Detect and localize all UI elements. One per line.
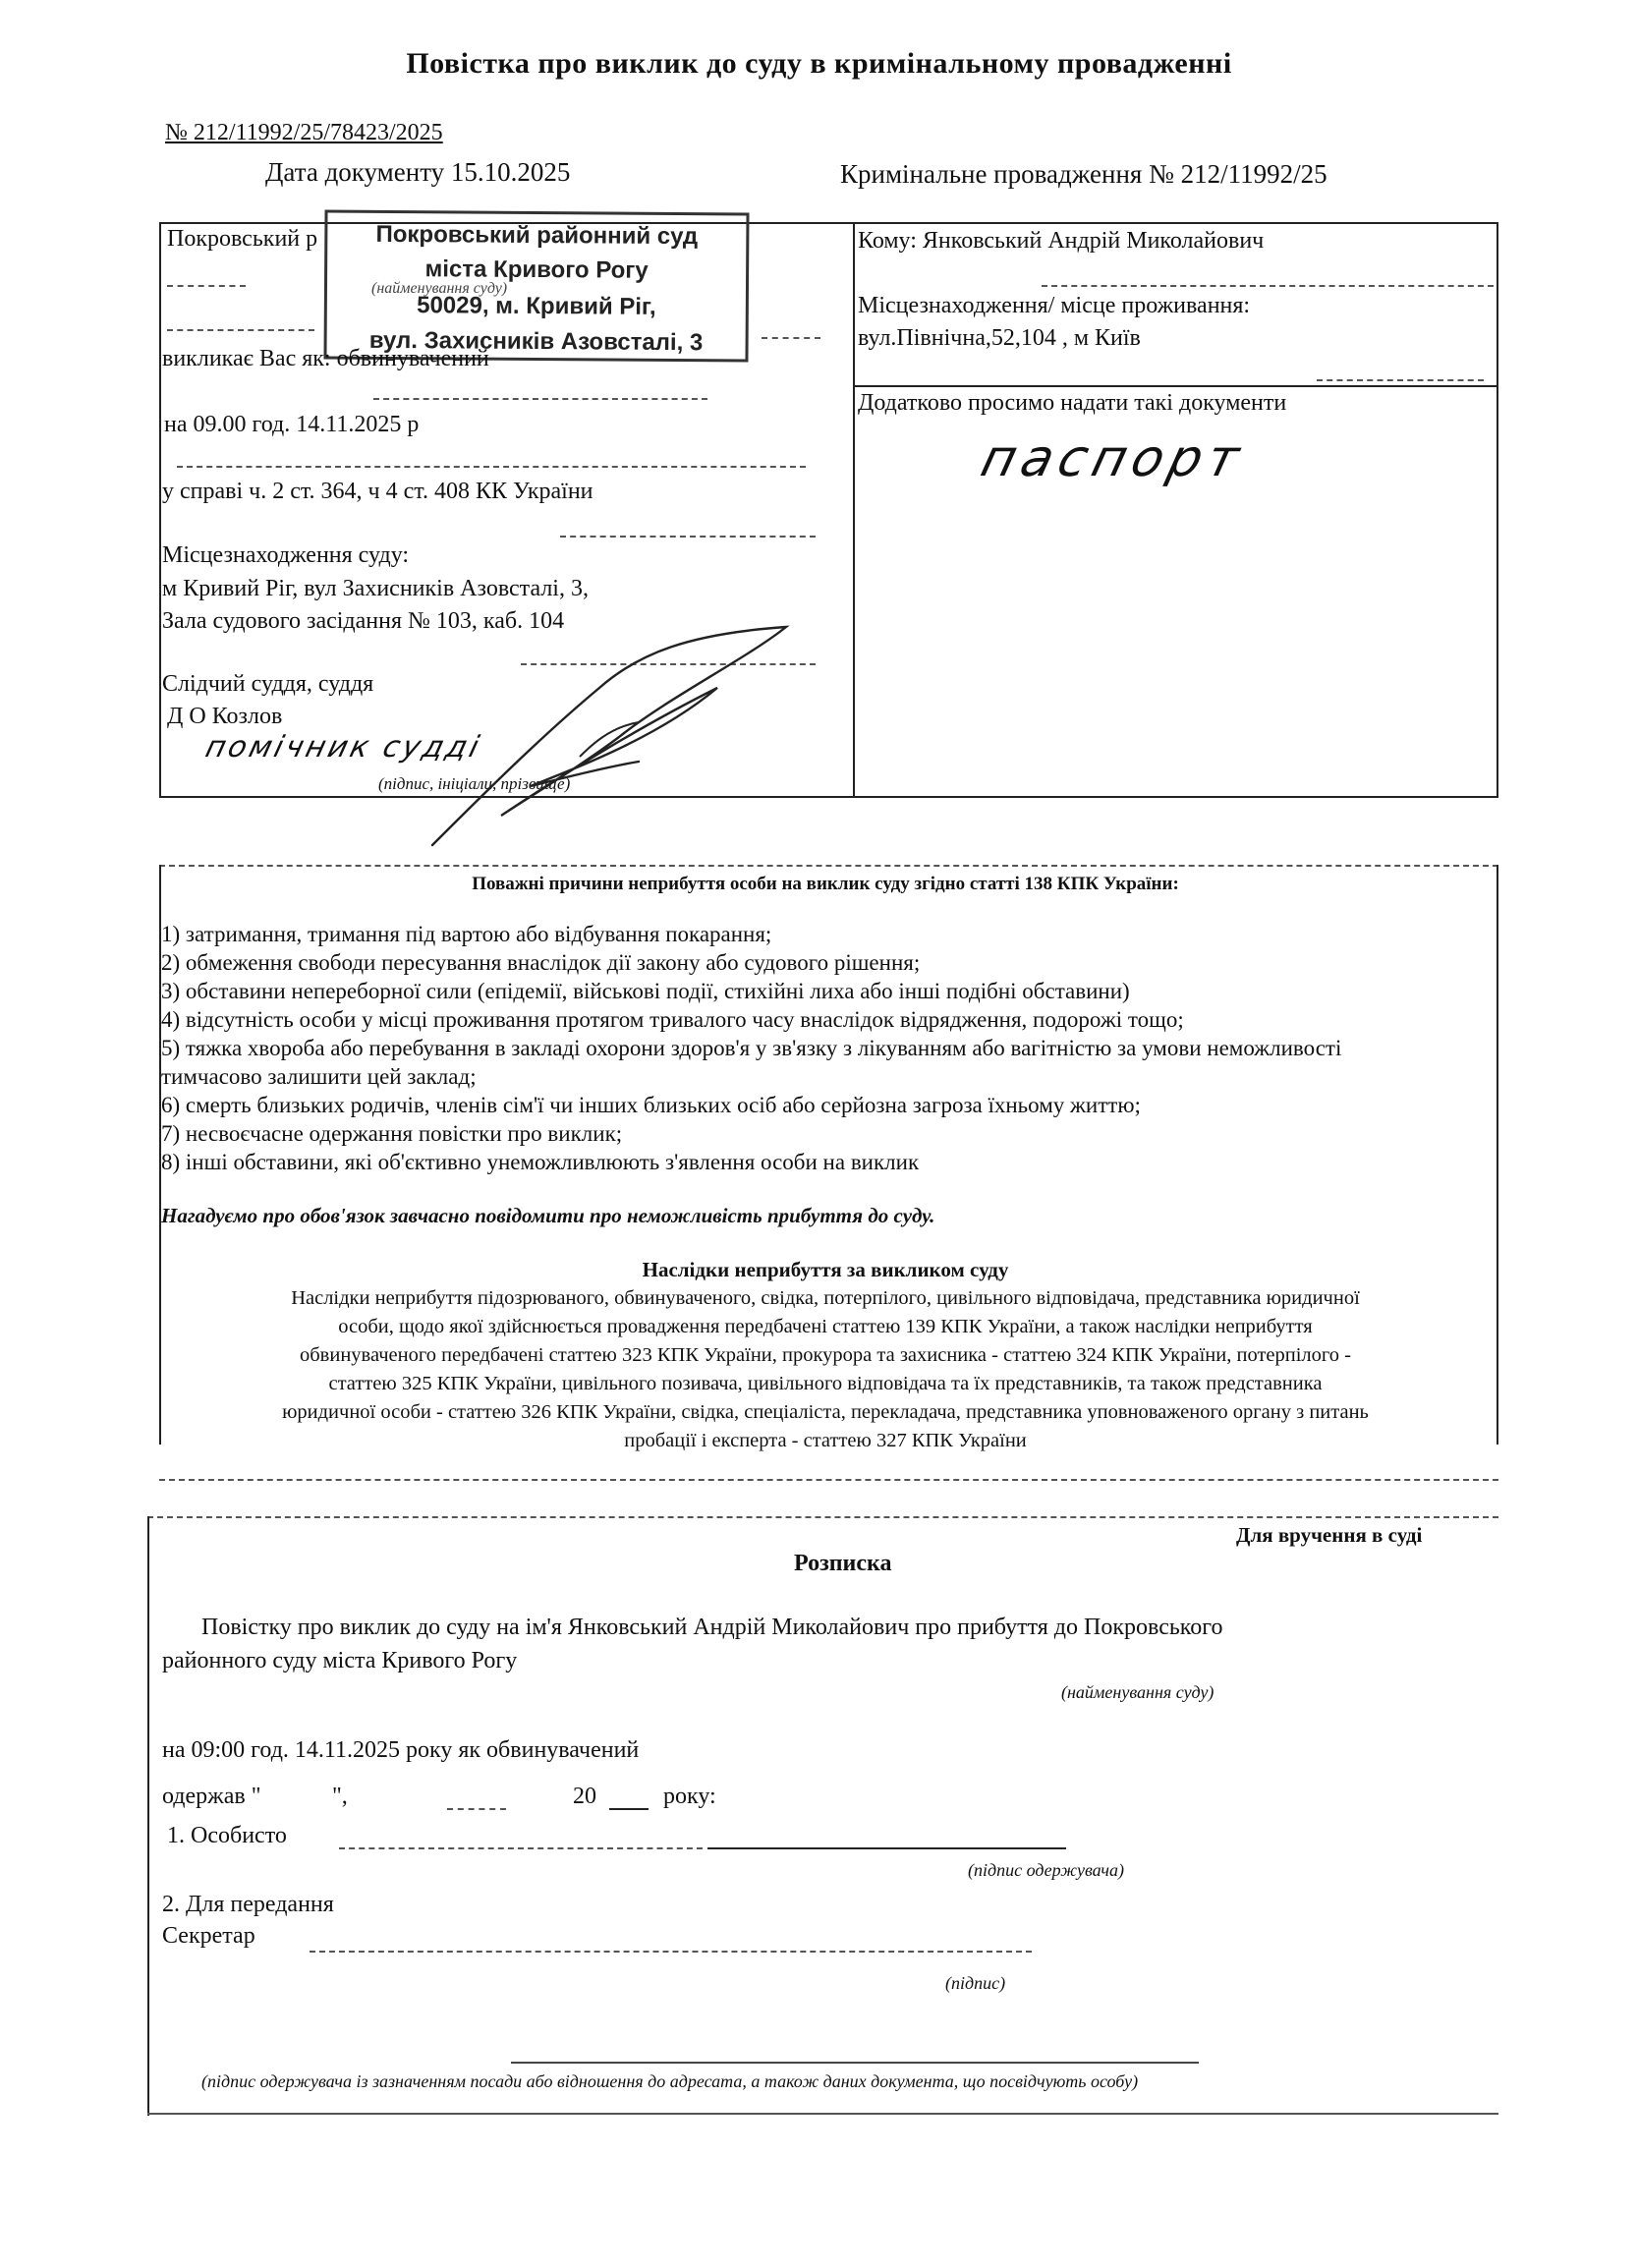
received-quote: ", [332, 1784, 348, 1809]
year-field [609, 1808, 649, 1810]
signature-field [707, 1847, 1066, 1849]
receipt-line-2: районного суду міста Кривого Рогу [162, 1648, 518, 1673]
receipt-bottom-border [147, 2113, 1498, 2115]
blank-line [1317, 379, 1484, 381]
reason-item: 5) тяжка хвороба або перебування в закладі охорони здоров'я у зв'язку з лікуванням або вагітністю за умови неможливості [161, 1036, 1342, 1060]
consequences-line: статтею 325 КПК України, цивільного позивача, цивільного відповідача та їх представників, та також представника [328, 1373, 1323, 1394]
court-name-caption: (найменування суду) [1061, 1682, 1214, 1702]
reason-item: 4) відсутність особи у місці проживання протягом тривалого часу внаслідок відрядження, подорожі тощо; [161, 1007, 1184, 1032]
blank-line [167, 285, 246, 287]
reason-item: 3) обставини непереборної сили (епідемії, військові події, стихійні лиха або інші подібні обставини) [161, 979, 1130, 1003]
court-name-prefix: Покровський р [167, 226, 318, 252]
blank-line [339, 1847, 703, 1849]
secretary-label: Секретар [162, 1923, 255, 1949]
case-articles: у справі ч. 2 ст. 364, ч 4 ст. 408 КК України [162, 479, 593, 504]
judge-role: Слідчий суддя, суддя [162, 671, 374, 697]
blank-line [310, 1951, 1032, 1953]
stamp-line-1: Покровський районний суд [375, 220, 699, 251]
dashed-bottom-border [159, 1479, 1498, 1481]
form-column-divider [853, 222, 855, 798]
case-number: Кримінальне провадження № 212/11992/25 [840, 159, 1327, 189]
signature-caption: (підпис, ініціали, прізвище) [378, 774, 571, 793]
recipient-signature-caption: (підпис одержувача) [968, 1860, 1124, 1880]
recipient: Кому: Янковський Андрій Миколайович [858, 228, 1265, 254]
judge-signature [413, 619, 806, 865]
consequences-line: пробації і експерта - статтею 327 КПК України [624, 1430, 1027, 1451]
handwritten-assistant-note: помічник судді [201, 730, 485, 765]
section-rule [853, 385, 1498, 387]
reason-item: 2) обмеження свободи пересування внаслідок дії закону або судового рішення; [161, 950, 921, 975]
transfer-label: 2. Для передання [162, 1892, 334, 1917]
court-location-label: Місцезнаходження суду: [162, 542, 410, 568]
personally-label: 1. Особисто [167, 1823, 287, 1848]
blank-line [1042, 285, 1494, 287]
footer-caption: (підпис одержувача із зазначенням посади або відношення до адресата, а також даних документа, що посвідчують особу) [201, 2071, 1139, 2091]
stamp-line-2: міста Кривого Рогу [424, 255, 649, 284]
reason-item: 7) несвоєчасне одержання повістки про виклик; [161, 1121, 623, 1146]
box-right-border [1497, 865, 1498, 1445]
received-label: одержав " [162, 1784, 261, 1809]
judge-name: Д О Козлов [167, 704, 283, 729]
receipt-sign-rule [511, 2062, 1199, 2064]
reasons-heading: Поважні причини неприбуття особи на виклик суду згідно статті 138 КПК України: [472, 874, 1179, 894]
consequences-line: обвинуваченого передбачені статтею 323 КПК України, прокурора та захисника - статтею 324 КПК України, потерпілого - [300, 1344, 1351, 1366]
stamp-caption: (найменування суду) [371, 280, 508, 297]
reason-item: 1) затримання, тримання під вартою або відбування покарання; [161, 922, 772, 946]
stamp-line-4: вул. Захисників Азовсталі, 3 [368, 326, 704, 357]
year-suffix: року: [663, 1784, 716, 1809]
courtroom: Зала судового засідання № 103, каб. 104 [162, 608, 565, 634]
document-date: Дата документу 15.10.2025 [265, 157, 571, 187]
hearing-datetime: на 09.00 год. 14.11.2025 р [164, 412, 420, 437]
blank-line [560, 536, 816, 538]
consequences-line: Наслідки неприбуття підозрюваного, обвинуваченого, свідка, потерпілого, цивільного відповідача, представника юридичної [291, 1287, 1360, 1309]
reminder-note: Нагадуємо про обов'язок завчасно повідомити про неможливість прибуття до суду. [161, 1204, 935, 1227]
court-address: м Кривий Ріг, вул Захисників Азовсталі, 3, [162, 576, 589, 601]
reason-item: 6) смерть близьких родичів, членів сім'ї чи інших близьких осіб або серйозна загроза їхньому життю; [161, 1093, 1141, 1117]
page-title: Повістка про виклик до суду в кримінальному провадженні [406, 47, 1232, 80]
reason-item: тимчасово залишити цей заклад; [161, 1064, 477, 1089]
receipt-line-1: Повістку про виклик до суду на ім'я Янковський Андрій Миколайович про прибуття до Покровського [201, 1615, 1223, 1640]
summons-role: викликає Вас як: обвинувачений [162, 346, 489, 371]
stamp-line-3: 50029, м. Кривий Ріг, [417, 292, 656, 320]
receipt-datetime: на 09:00 год. 14.11.2025 року як обвинувачений [162, 1737, 640, 1763]
receipt-top-border [147, 1516, 1498, 1518]
year-prefix: 20 [573, 1784, 596, 1809]
receipt-title: Розписка [794, 1551, 892, 1576]
signature-caption-2: (підпис) [945, 1973, 1006, 1993]
reason-item: 8) інші обставини, які об'єктивно унеможливлюють з'явлення особи на виклик [161, 1150, 920, 1174]
recipient-location-label: Місцезнаходження/ місце проживання: [858, 293, 1251, 318]
handwritten-passport: паспорт [975, 429, 1252, 488]
documents-request: Додатково просимо надати такі документи [858, 390, 1287, 416]
consequences-line: особи, щодо якої здійснюється провадження передбачені статтею 139 КПК України, а також наслідки неприбуття [338, 1316, 1313, 1337]
dashed-top-border [159, 865, 1498, 867]
consequences-line: юридичної особи - статтею 326 КПК України, свідка, спеціаліста, перекладача, представника уповноваженого органу з питань [282, 1401, 1369, 1423]
receipt-left-border [147, 1516, 149, 2116]
consequences-heading: Наслідки неприбуття за викликом суду [642, 1258, 1009, 1281]
blank-line [177, 466, 806, 468]
document-number: № 212/11992/25/78423/2025 [165, 120, 443, 145]
blank-date-field [447, 1808, 506, 1810]
blank-line [762, 337, 820, 339]
for-court-label: Для вручення в суді [1236, 1523, 1423, 1547]
blank-line [373, 398, 707, 400]
recipient-address: вул.Північна,52,104 , м Київ [858, 325, 1141, 351]
blank-line [167, 329, 314, 331]
